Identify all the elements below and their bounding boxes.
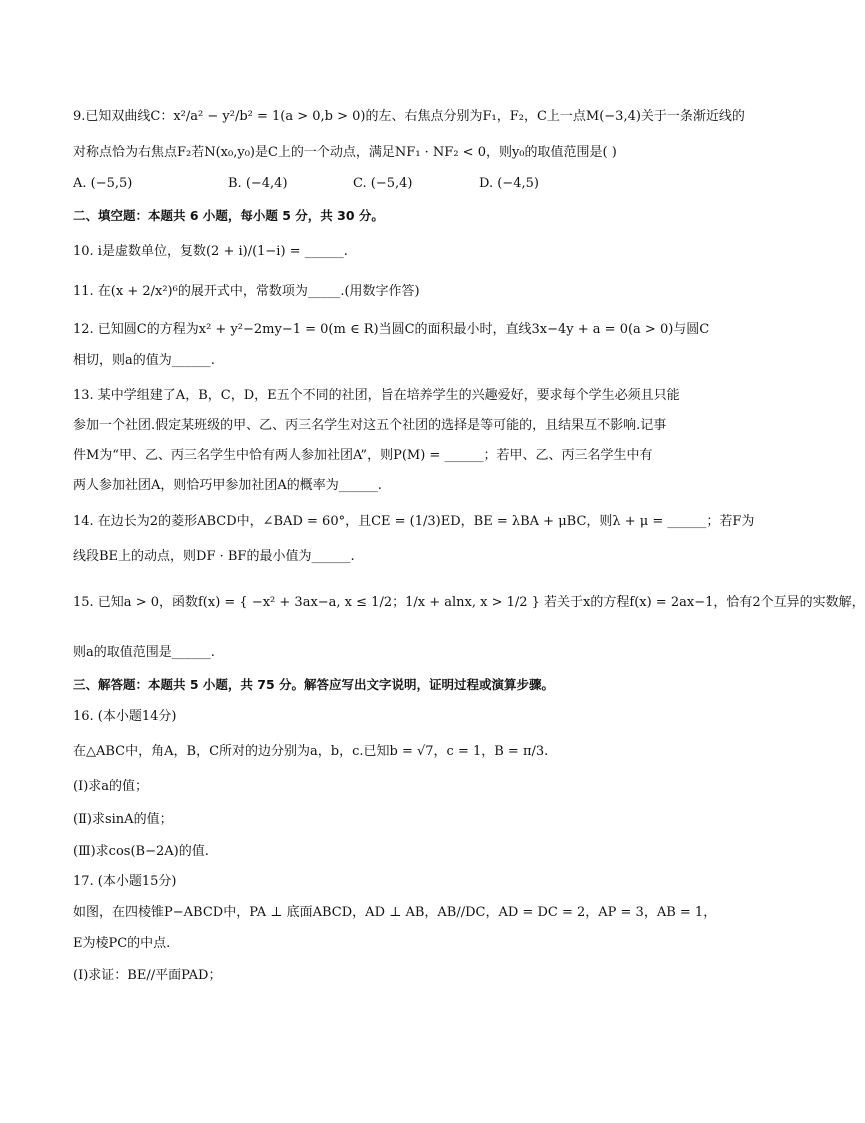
section2-heading: 二、填空题：本题共 6 小题，每小题 5 分，共 30 分。	[73, 208, 384, 223]
q13-line3: 件M为“甲、乙、丙三名学生中恰有两人参加社团A”，则P(M) = ______；若甲、乙、丙三名学生中有	[73, 448, 653, 463]
q12-line1: 12. 已知圆C的方程为x² + y²−2my−1 = 0(m ∈ R)当圆C的面积最小时，直线3x−4y + a = 0(a > 0)与圆C	[73, 322, 710, 337]
q9-stem-line1: 9.已知双曲线C：x²/a² − y²/b² = 1(a > 0,b > 0)的左、右焦点分别为F₁，F₂，C上一点M(−3,4)关于一条渐近线的	[73, 109, 745, 124]
q16-stem: 在△ABC中，角A，B，C所对的边分别为a，b，c.已知b = √7，c = 1，B = π/3.	[73, 744, 549, 759]
q9-stem-line2: 对称点恰为右焦点F₂若N(x₀,y₀)是C上的一个动点，满足NF₁ · NF₂ < 0，则y₀的取值范围是( )	[73, 145, 617, 160]
q17-title: 17. (本小题15分)	[73, 874, 177, 889]
section3-heading: 三、解答题：本题共 5 小题，共 75 分。解答应写出文字说明，证明过程或演算步骤。	[73, 677, 555, 692]
q9-option-d: D. (−4,5)	[479, 176, 539, 191]
q13-line1: 13. 某中学组建了A，B，C，D，E五个不同的社团，旨在培养学生的兴趣爱好，要求每个学生必须且只能	[73, 388, 680, 403]
q17-stem-line1: 如图，在四棱锥P−ABCD中，PA ⊥ 底面ABCD，AD ⊥ AB，AB//DC，AD = DC = 2，AP = 3，AB = 1，	[73, 905, 717, 920]
q17-part-1: (Ⅰ)求证：BE//平面PAD；	[73, 968, 222, 983]
q9-option-a: A. (−5,5)	[73, 176, 133, 191]
q12-line2: 相切，则a的值为______.	[73, 353, 215, 368]
q16-part-1: (Ⅰ)求a的值；	[73, 779, 149, 794]
q14-line1: 14. 在边长为2的菱形ABCD中，∠BAD = 60°，且CE = (1/3)ED，BE = λBA + μBC，则λ + μ = ______；若F为	[73, 514, 755, 529]
q14-line2: 线段BE上的动点，则DF · BF的最小值为______.	[73, 549, 355, 564]
q16-part-3: (Ⅲ)求cos(B−2A)的值.	[73, 844, 209, 859]
q16-part-2: (Ⅱ)求sinA的值；	[73, 812, 173, 827]
q17-stem-line2: E为棱PC的中点.	[73, 936, 171, 951]
q15-line1: 15. 已知a > 0，函数f(x) = { −x² + 3ax−a, x ≤ 1/2；1/x + alnx, x > 1/2 } 若关于x的方程f(x) = 2ax−1，恰有2个互异的实数解，	[73, 595, 865, 610]
q9-option-b: B. (−4,4)	[228, 176, 288, 191]
q13-line2: 参加一个社团.假定某班级的甲、乙、丙三名学生对这五个社团的选择是等可能的，且结果互不影响.记事	[73, 418, 667, 433]
q16-title: 16. (本小题14分)	[73, 709, 177, 724]
q15-line2: 则a的取值范围是______.	[73, 645, 215, 660]
q11: 11. 在(x + 2/x²)⁶的展开式中，常数项为_____.(用数字作答)	[73, 284, 420, 299]
q9-option-c: C. (−5,4)	[353, 176, 413, 191]
q10: 10. i是虚数单位，复数(2 + i)/(1−i) = ______.	[73, 244, 348, 259]
q13-line4: 两人参加社团A，则恰巧甲参加社团A的概率为______.	[73, 478, 382, 493]
